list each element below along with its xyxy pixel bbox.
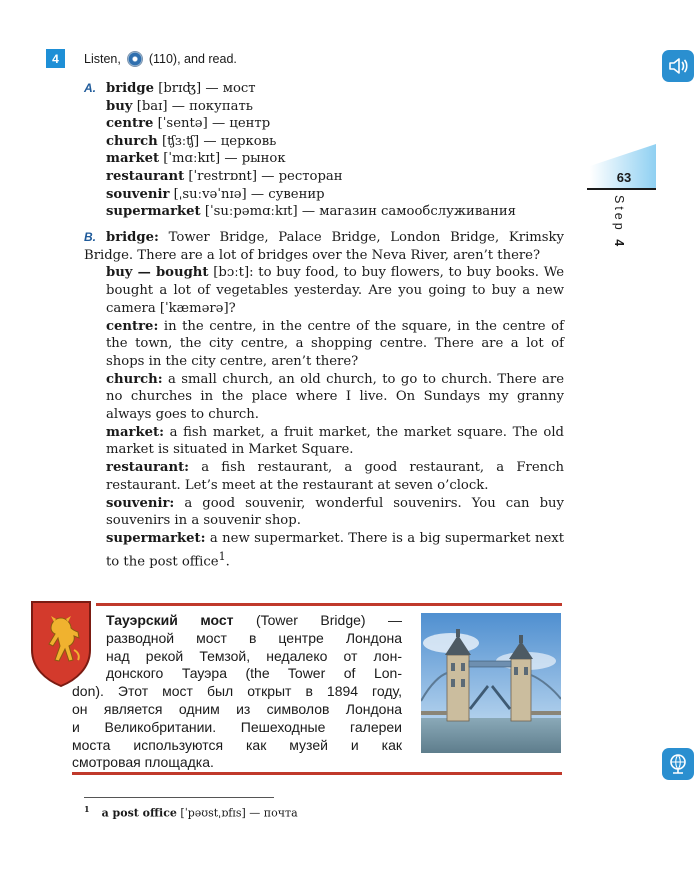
audio-play-button[interactable] bbox=[662, 50, 694, 82]
example-text: in the centre, in the centre of the square, in the centre of the town, the city centre, a shopping centre. There are a lot of shops in the city centre, aren’t there? bbox=[106, 318, 564, 369]
example-text: [bɔːt]: to buy food, to buy flowers, to buy books. We bought a lot of vegetables yesterday. Are you going to buy a new camera [ˈkæmərə]? bbox=[106, 265, 564, 316]
info-box-text bbox=[72, 612, 402, 772]
footnote-translation: — почта bbox=[249, 806, 298, 820]
example-paragraph bbox=[84, 459, 564, 494]
footnote-mark: 1 bbox=[84, 804, 90, 814]
example-paragraph bbox=[84, 318, 564, 371]
vocab-word: market bbox=[106, 151, 160, 167]
vocab-transcription: [ˌsuːvəˈnɪə] bbox=[173, 186, 247, 202]
exercise-instruction bbox=[84, 51, 237, 67]
speaker-icon bbox=[668, 57, 688, 75]
vocab-transcription: [ˈsuːpəmɑːkɪt] bbox=[204, 204, 298, 220]
page-number-rule bbox=[587, 188, 656, 190]
info-line-text: он является одним из символов Лондона bbox=[72, 700, 402, 717]
page-number: 63 bbox=[616, 170, 632, 185]
vocab-transcription: [baɪ] bbox=[136, 98, 168, 114]
example-word: souvenir: bbox=[106, 495, 175, 511]
info-line-text: над рекой Темзой, недалеко от лон- bbox=[106, 647, 402, 664]
info-line bbox=[72, 612, 402, 630]
instruction-listen: Listen, bbox=[84, 52, 121, 66]
vocab-word: church bbox=[106, 133, 158, 149]
vocab-a-row bbox=[84, 133, 516, 151]
info-line bbox=[72, 683, 402, 701]
vocab-a-row bbox=[84, 186, 516, 204]
example-word: restaurant: bbox=[106, 460, 190, 476]
vocab-transcription: [ˈsentə] bbox=[157, 116, 208, 132]
example-paragraph bbox=[84, 495, 564, 530]
audio-disc-icon bbox=[127, 51, 143, 67]
info-title: Тауэрский мост bbox=[106, 612, 234, 628]
example-paragraph bbox=[84, 229, 564, 264]
vocab-a-row bbox=[84, 98, 516, 116]
example-paragraph bbox=[84, 424, 564, 459]
vocab-transcription: [ˈmɑːkɪt] bbox=[163, 151, 221, 167]
tower-bridge-photo bbox=[421, 613, 561, 753]
example-paragraph bbox=[84, 371, 564, 424]
example-word: buy — bought bbox=[106, 265, 209, 281]
vocab-a-row bbox=[84, 115, 516, 133]
vocab-a-row bbox=[84, 203, 516, 221]
info-line bbox=[72, 719, 402, 737]
vocab-word: souvenir bbox=[106, 186, 170, 202]
example-paragraph: supermarket: a new supermarket. There is a big supermarket next to the post office$^1$. bbox=[106, 530, 564, 570]
info-line-text: смотровая площадка. bbox=[72, 754, 214, 771]
example-text: a good souvenir, wonderful souvenirs. You can buy souvenirs in a souvenir shop. bbox=[106, 495, 564, 529]
vocab-word: buy bbox=[106, 98, 133, 114]
info-box-bottom-rule bbox=[72, 772, 562, 775]
footnote-transcription: [ˈpəʊstˌɒfɪs] bbox=[180, 806, 246, 820]
step-word: Step bbox=[612, 195, 626, 233]
instruction-track: (110), and read. bbox=[148, 52, 237, 66]
info-line bbox=[72, 701, 402, 719]
info-line-text: (Tower Bridge) — bbox=[233, 612, 402, 628]
vocab-translation: — центр bbox=[211, 116, 271, 132]
info-line bbox=[72, 737, 402, 755]
vocab-transcription: [ʧɜːʧ] bbox=[161, 133, 200, 149]
part-b-label: B. bbox=[84, 230, 96, 244]
info-line-text: и Великобритании. Пешеходные галереи bbox=[72, 718, 402, 735]
vocab-transcription: [brɪʤ] bbox=[158, 81, 202, 96]
step-label bbox=[612, 195, 626, 249]
vocab-translation: — церковь bbox=[203, 133, 277, 149]
vocab-translation: — рынок bbox=[224, 151, 286, 167]
vocab-transcription: [ˈrestrɒnt] bbox=[188, 168, 258, 184]
vocab-word: bridge bbox=[106, 81, 155, 96]
info-line-text: don). Этот мост был открыт в 1894 году, bbox=[72, 683, 402, 700]
example-word: church: bbox=[106, 371, 163, 387]
vocab-a-row bbox=[84, 150, 516, 168]
info-line-text: моста используются как музей и как bbox=[72, 736, 402, 753]
footnote-rule bbox=[84, 797, 274, 798]
vocab-translation: — ресторан bbox=[261, 168, 343, 184]
vocabulary-list-a bbox=[84, 80, 516, 221]
vocab-translation: — магазин самообслуживания bbox=[301, 204, 516, 220]
info-line bbox=[72, 665, 402, 683]
vocab-word: restaurant bbox=[106, 168, 185, 184]
vocab-translation: — сувенир bbox=[250, 186, 325, 202]
footnote bbox=[84, 804, 298, 820]
info-box-top-rule bbox=[96, 603, 562, 606]
example-word: supermarket: bbox=[106, 530, 206, 546]
example-word: market: bbox=[106, 424, 164, 440]
vocab-a-row bbox=[84, 80, 516, 98]
info-line bbox=[72, 648, 402, 666]
vocab-a-row bbox=[84, 168, 516, 186]
example-text: a small church, an old church, to go to church. There are no churches in the place where I live. On Sundays my granny always goes to church. bbox=[106, 371, 564, 423]
vocab-word: supermarket bbox=[106, 204, 201, 220]
vocab-translation: — мост bbox=[205, 81, 256, 96]
example-paragraph bbox=[84, 264, 564, 317]
exercise-number: 4 bbox=[46, 49, 65, 68]
step-number: 4 bbox=[612, 239, 626, 250]
info-line-text: разводной мост в центре Лондона bbox=[106, 629, 402, 646]
info-line bbox=[72, 630, 402, 648]
vocab-word: centre bbox=[106, 116, 154, 132]
footnote-word: a post office bbox=[101, 806, 177, 820]
vocabulary-examples-b bbox=[84, 229, 564, 571]
footnote-reference[interactable]: 1 bbox=[218, 549, 226, 563]
example-text: a new supermarket. There is a big supermarket next to the post office bbox=[106, 530, 564, 570]
example-text: Tower Bridge, Palace Bridge, London Bridge, Krimsky Bridge. There are a lot of bridges over the Neva River, aren’t there? bbox=[84, 230, 564, 263]
vocab-translation: — покупать bbox=[171, 98, 253, 114]
example-word: centre: bbox=[106, 318, 159, 334]
example-word: bridge: bbox=[106, 230, 159, 245]
info-line bbox=[72, 754, 402, 772]
example-text: a fish market, a fruit market, the market square. The old market is situated in Market Square. bbox=[106, 424, 564, 458]
part-a-label: A. bbox=[84, 81, 96, 95]
example-text: a fish restaurant, a good restaurant, a French restaurant. Let’s meet at the restaurant at seven o’clock. bbox=[106, 460, 564, 493]
globe-icon bbox=[668, 753, 688, 775]
globe-info-button[interactable] bbox=[662, 748, 694, 780]
info-line-text: донского Тауэра (the Tower of Lon- bbox=[106, 665, 402, 682]
